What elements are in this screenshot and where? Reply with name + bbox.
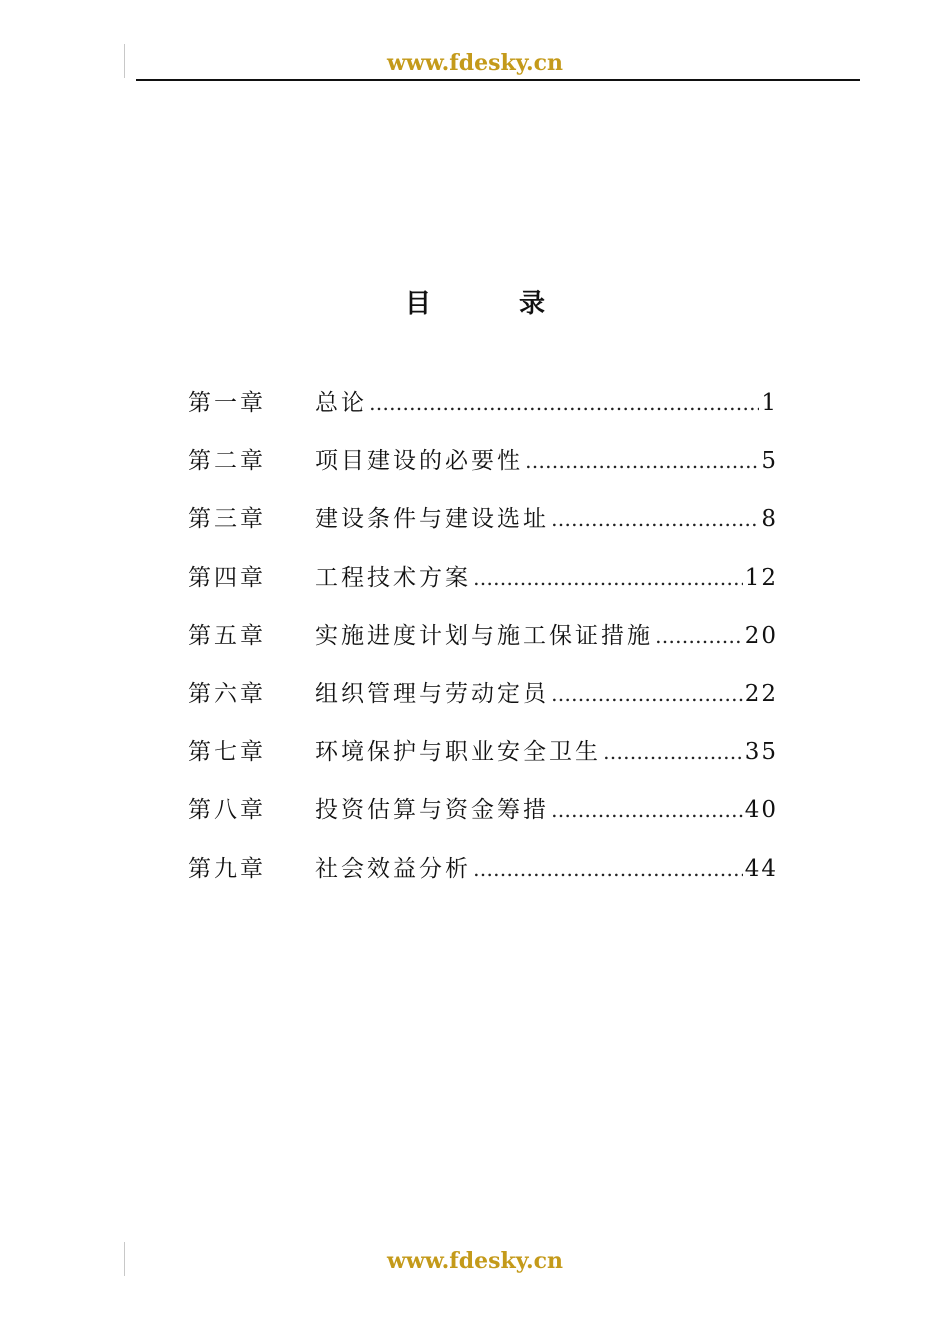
toc-page-number: 35: [744, 739, 778, 766]
toc-page-number: 1: [761, 390, 778, 416]
toc-dot-leader: [603, 740, 743, 764]
toc-chapter-number: 第五章: [188, 622, 266, 649]
toc-chapter-title: 组织管理与劳动定员: [315, 680, 549, 707]
toc-chapter-number: 第三章: [188, 506, 266, 533]
toc-entry[interactable]: [188, 442, 778, 500]
toc-chapter-title: 环境保护与职业安全卫生: [315, 739, 601, 766]
toc-chapter-title: 工程技术方案: [315, 564, 471, 591]
toc-dot-leader: [369, 391, 759, 415]
toc-heading: 目录: [404, 289, 633, 319]
toc-page-number: 20: [744, 622, 778, 649]
toc-dot-leader: [655, 624, 743, 648]
toc-entry[interactable]: [188, 617, 778, 675]
toc-entry[interactable]: [188, 733, 778, 791]
toc-page-number: 44: [744, 855, 778, 882]
header-rule: [136, 79, 860, 81]
toc-entry[interactable]: [188, 559, 778, 617]
toc-dot-leader: [551, 507, 759, 531]
toc-chapter-number: 第八章: [188, 797, 266, 824]
toc-chapter-title: 总论: [315, 390, 367, 416]
toc-entry[interactable]: [188, 384, 778, 442]
toc-dot-leader: [551, 798, 743, 822]
toc-dot-leader: [473, 857, 743, 881]
toc-page-number: 40: [744, 797, 778, 824]
toc-chapter-title: 实施进度计划与施工保证措施: [315, 622, 653, 649]
toc-chapter-title: 项目建设的必要性: [315, 448, 523, 475]
toc-chapter-number: 第六章: [188, 680, 266, 707]
toc-chapter-title: 建设条件与建设选址: [315, 506, 549, 533]
toc-entry[interactable]: [188, 850, 778, 908]
toc-page-number: 8: [761, 506, 778, 533]
toc-chapter-number: 第四章: [188, 564, 266, 591]
toc-entry[interactable]: [188, 791, 778, 849]
table-of-contents: [188, 384, 778, 908]
toc-page-number: 12: [744, 564, 778, 591]
toc-chapter-number: 第二章: [188, 448, 266, 475]
toc-entry[interactable]: [188, 675, 778, 733]
header-site-link[interactable]: www.fdesky.cn: [386, 50, 564, 76]
toc-chapter-number: 第九章: [188, 855, 266, 882]
toc-chapter-title: 社会效益分析: [315, 855, 471, 882]
toc-dot-leader: [551, 682, 743, 706]
toc-entry[interactable]: [188, 500, 778, 558]
footer-site-link[interactable]: www.fdesky.cn: [386, 1248, 564, 1274]
toc-chapter-number: 第一章: [188, 390, 266, 416]
toc-page-number: 5: [761, 448, 778, 475]
toc-dot-leader: [473, 566, 743, 590]
toc-page-number: 22: [744, 680, 778, 707]
toc-dot-leader: [525, 449, 759, 473]
toc-chapter-title: 投资估算与资金筹措: [315, 797, 549, 824]
toc-chapter-number: 第七章: [188, 739, 266, 766]
